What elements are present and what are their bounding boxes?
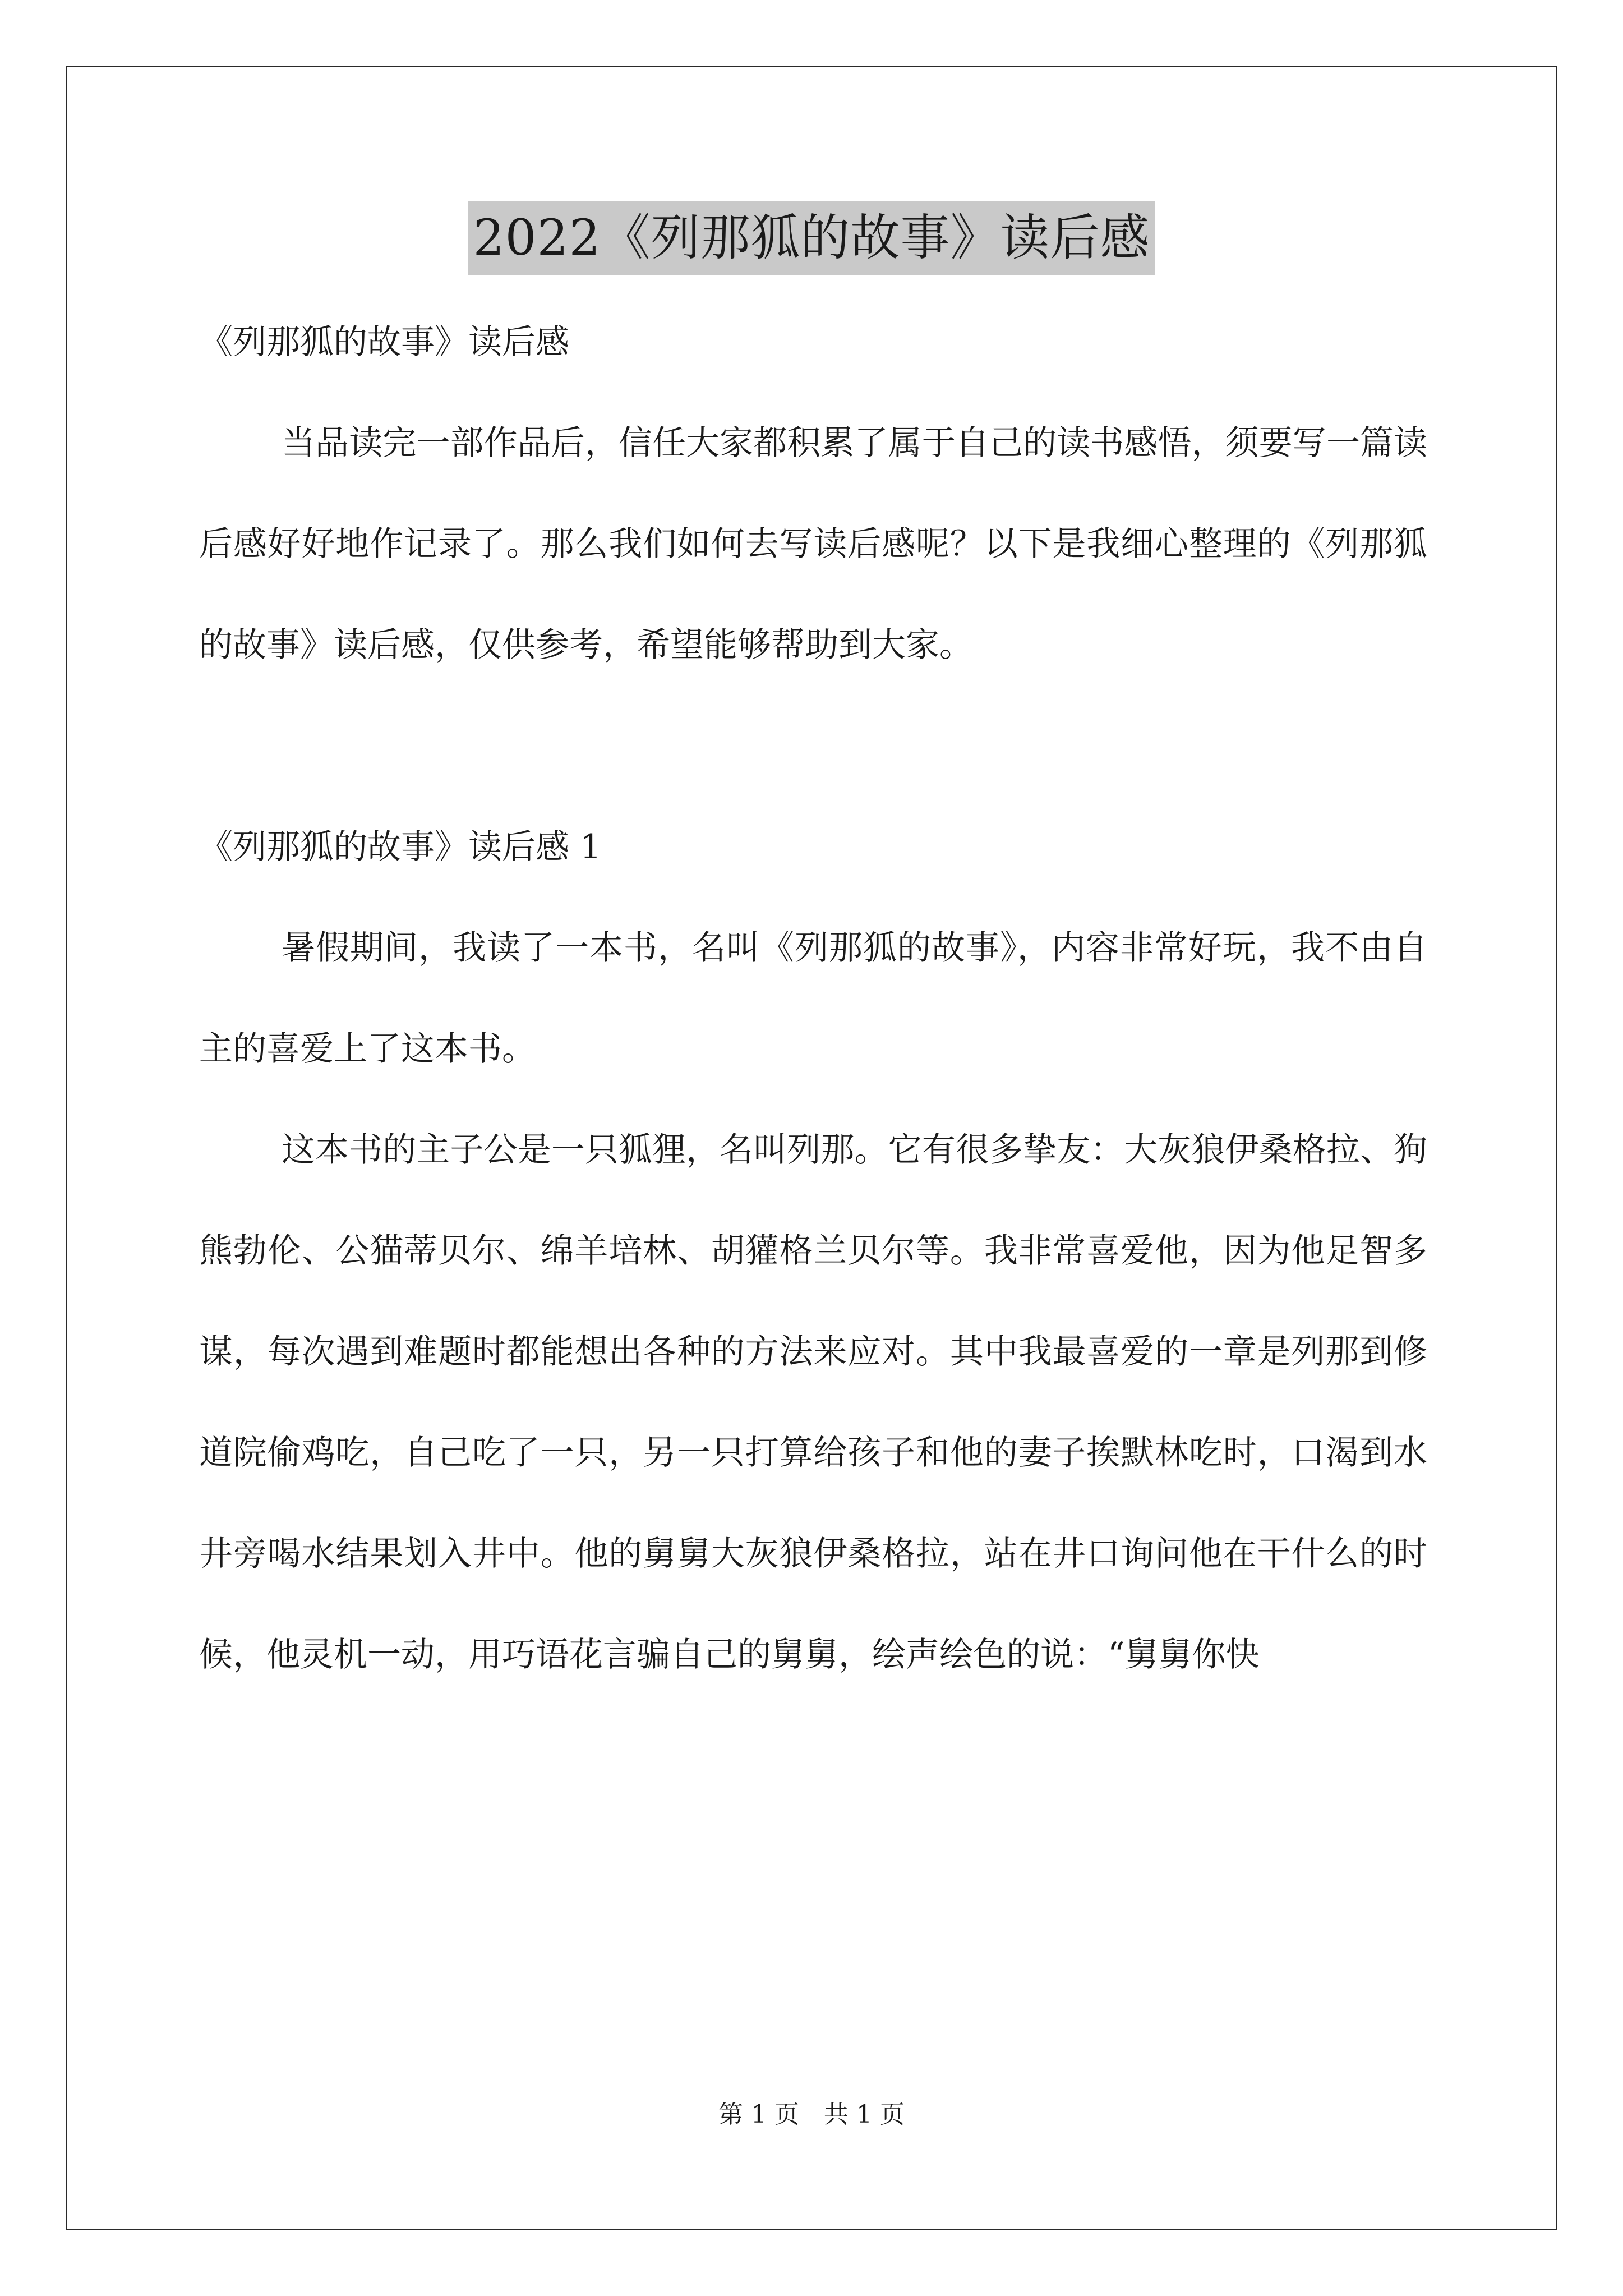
body-paragraph-1: 暑假期间，我读了一本书，名叫《列那狐的故事》，内容非常好玩，我不由自主的喜爱上了这本书。 [199, 928, 1427, 1069]
paragraph-spacer [199, 696, 1427, 797]
intro-paragraph: 当品读完一部作品后，信任大家都积累了属于自己的读书感悟，须要写一篇读后感好好地作记录了。那么我们如何去写读后感呢？以下是我细心整理的《列那狐的故事》读后感，仅供参考，希望能够帮助到大家。 [199, 424, 1427, 665]
subtitle-heading: 《列那狐的故事》读后感 [199, 323, 569, 362]
section-heading: 《列那狐的故事》读后感 1 [199, 827, 602, 867]
page-footer: 第 1 页 共 1 页 [718, 2100, 905, 2129]
document-body [199, 292, 1427, 1705]
document-title: 2022《列那狐的故事》读后感 [468, 201, 1156, 275]
body-paragraph-2: 这本书的主子公是一只狐狸，名叫列那。它有很多挚友：大灰狼伊桑格拉、狗熊勃伦、公猫蒂贝尔、绵羊培林、胡獾格兰贝尔等。我非常喜爱他，因为他足智多谋，每次遇到难题时都能想出各种的方法来应对。其中我最喜爱的一章是列那到修道院偷鸡吃，自己吃了一只，另一只打算给孩子和他的妻子挨默林吃时，口渴到水井旁喝水结果划入井中。他的舅舅大灰狼伊桑格拉，站在井口询问他在干什么的时候，他灵机一动，用巧语花言骗自己的舅舅，绘声绘色的说：“舅舅你快 [199, 1130, 1427, 1674]
title-container [0, 201, 1623, 275]
